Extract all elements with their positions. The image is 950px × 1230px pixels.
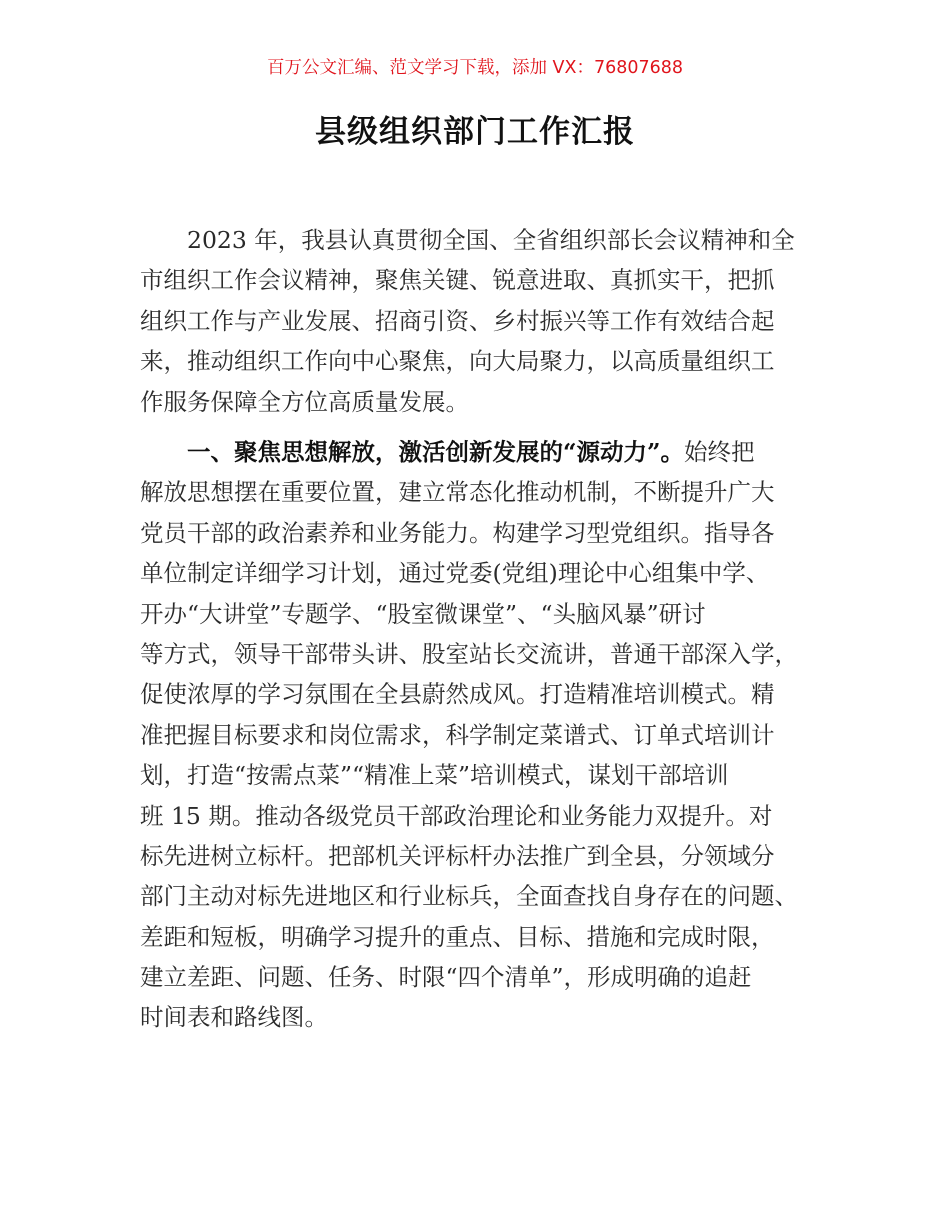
paragraph-line: 解放思想摆在重要位置，建立常态化推动机制，不断提升广大: [140, 478, 775, 507]
paragraph-line: 开办“大讲堂”专题学、“股室微课堂”、“头脑风暴”研讨: [140, 599, 706, 628]
paragraph-line: 组织工作与产业发展、招商引资、乡村振兴等工作有效结合起: [140, 306, 775, 335]
paragraph-line: 划，打造“按需点菜”“精准上菜”培训模式，谋划干部培训: [140, 761, 729, 790]
paragraph-line: 建立差距、问题、任务、时限“四个清单”，形成明确的追赶: [140, 963, 752, 992]
paragraph-line: 来，推动组织工作向中心聚焦，向大局聚力，以高质量组织工: [140, 347, 775, 376]
section-one-paragraph: [140, 432, 830, 1038]
paragraph-line: 部门主动对标先进地区和行业标兵，全面查找自身存在的问题、: [140, 882, 798, 911]
section-first-line-rest: 始终把: [684, 438, 755, 466]
paragraph-line: 促使浓厚的学习氛围在全县蔚然成风。打造精准培训模式。精: [140, 680, 775, 709]
paragraph-line: 等方式，领导干部带头讲、股室站长交流讲，普通干部深入学，: [140, 639, 798, 668]
paragraph-line: 准把握目标要求和岗位需求，科学制定菜谱式、订单式培训计: [140, 720, 775, 749]
paragraph-line: 班 15 期。推动各级党员干部政治理论和业务能力双提升。对: [140, 801, 773, 830]
paragraph-line: 单位制定详细学习计划，通过党委(党组)理论中心组集中学、: [140, 559, 770, 588]
watermark-header: 百万公文汇编、范文学习下载，添加 VX：76807688: [266, 58, 684, 78]
paragraph-line: 市组织工作会议精神，聚焦关键、锐意进取、真抓实干，把抓: [140, 266, 775, 295]
document-title: 县级组织部门工作汇报: [315, 114, 635, 150]
paragraph-line: 作服务保障全方位高质量发展。: [140, 387, 469, 416]
paragraph-line: 党员干部的政治素养和业务能力。构建学习型党组织。指导各: [140, 518, 775, 547]
section-first-line: [140, 432, 830, 472]
paragraph-line: 时间表和路线图。: [140, 1003, 328, 1032]
paragraph-line: 差距和短板，明确学习提升的重点、目标、措施和完成时限，: [140, 922, 775, 951]
section-heading: 一、聚焦思想解放，激活创新发展的“源动力”。: [187, 438, 685, 466]
paragraph-line: 2023 年，我县认真贯彻全国、全省组织部长会议精神和全: [187, 226, 795, 254]
intro-paragraph: [140, 220, 830, 422]
paragraph-line: 标先进树立标杆。把部机关评标杆办法推广到全县，分领域分: [140, 841, 775, 870]
